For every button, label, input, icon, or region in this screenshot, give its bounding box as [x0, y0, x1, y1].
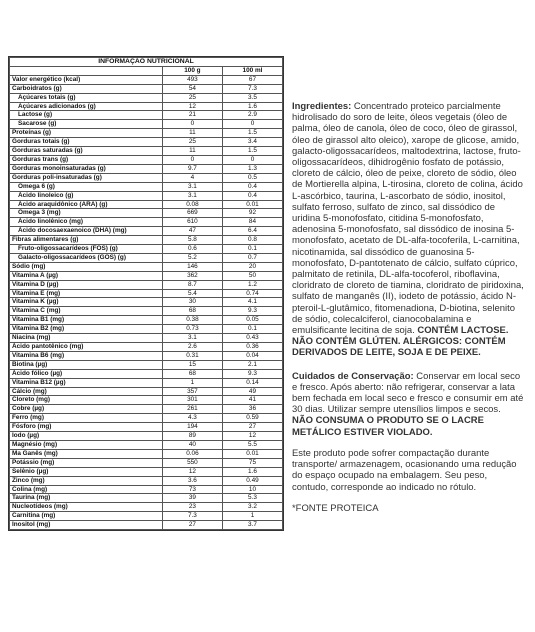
value-per-100g: 30: [162, 298, 222, 307]
value-per-100g: 357: [162, 387, 222, 396]
table-row: [10, 129, 283, 138]
value-per-100g: 0.06: [162, 449, 222, 458]
table-row: [10, 494, 283, 503]
value-per-100ml: 75: [222, 458, 282, 467]
nutrient-name: Cálcio (mg): [10, 387, 163, 396]
value-per-100g: 1: [162, 378, 222, 387]
ingredients-text: Concentrado proteico parcialmente hidrolisado do soro de leite, óleos vegetais (óleo de palma, óleo de canola, óleo de coco, óleo de girassol, óleo de girassol alto oleico), xarope de glicose, amido, galacto-oligossacarídeos, maltodextrina, lactose, fruto-oligossacarídeos, dihidrogênio fosfato de potássio, cloreto de cálcio, óleo de peixe, cloreto de sódio, óleo de Mortierella alpina, L-tirosina, cloreto de colina, ácido L-ascórbico, taurina, L-ascorbato de sódio, inositol, sulfato ferroso, sulfato de zinco, sal dissódico de uridina 5-monofosfato, citidina 5-monofosfato, adenosina 5-monofosfato, sal dissódico de inosina 5-monofosfato, acetato de DL-alfa-tocoferila, L-carnitina, nicotinamida, sal dissódico de guanosina 5-monofosfato, D-pantotenato de cálcio, sulfato cúprico, palmitato de retinila, DL-alfa-tocoferol, riboflavina, cloridrato de cloreto de tiamina, cloridrato de piridoxina, sulfato de manganês (II), iodeto de potássio, ácido N-pteroil-L-glutâmico, fitomenadiona, D-biotina, selenito de sódio, colecalciferol, cianocobalamina e emulsificante lecitina de soja.: [292, 101, 524, 337]
value-per-100g: 68: [162, 307, 222, 316]
value-per-100ml: 0.14: [222, 378, 282, 387]
value-per-100g: 54: [162, 84, 222, 93]
nutrition-table: [9, 57, 283, 530]
nutrient-name: Gorduras monoinsaturadas (g): [10, 164, 163, 173]
table-row: [10, 476, 283, 485]
nutrient-name: Selênio (µg): [10, 467, 163, 476]
ingredients-label: Ingredientes:: [292, 101, 352, 112]
nutrient-name: Açúcares adicionados (g): [10, 102, 163, 111]
value-per-100ml: 0.74: [222, 289, 282, 298]
table-row: [10, 111, 283, 120]
value-per-100ml: 3.4: [222, 138, 282, 147]
nutrient-name: Vitamina E (mg): [10, 289, 163, 298]
value-per-100g: 89: [162, 432, 222, 441]
value-per-100ml: 50: [222, 271, 282, 280]
allergen-warning: CONTÉM LACTOSE. NÃO CONTÉM GLÚTEN. ALÉRGICOS: CONTÉM DERIVADOS DE LEITE, SOJA E DE PEIXE.: [292, 325, 509, 359]
value-per-100g: 5.4: [162, 289, 222, 298]
table-row: [10, 512, 283, 521]
value-per-100ml: 41: [222, 396, 282, 405]
nutrition-facts-panel: [8, 56, 284, 531]
value-per-100ml: 3.2: [222, 503, 282, 512]
table-row: [10, 209, 283, 218]
value-per-100ml: 7.3: [222, 84, 282, 93]
table-row: [10, 173, 283, 182]
value-per-100g: 7.3: [162, 512, 222, 521]
value-per-100ml: 0.8: [222, 236, 282, 245]
value-per-100ml: 36: [222, 405, 282, 414]
value-per-100ml: 1.6: [222, 102, 282, 111]
table-row: [10, 102, 283, 111]
value-per-100ml: 67: [222, 75, 282, 84]
header-per-100g: 100 g: [162, 66, 222, 75]
value-per-100ml: 5.5: [222, 440, 282, 449]
value-per-100ml: 0.1: [222, 325, 282, 334]
value-per-100g: 4.3: [162, 414, 222, 423]
nutrient-name: Proteínas (g): [10, 129, 163, 138]
value-per-100ml: 0.49: [222, 476, 282, 485]
value-per-100ml: 6.4: [222, 227, 282, 236]
ingredients-paragraph: [292, 101, 524, 359]
value-per-100g: 68: [162, 369, 222, 378]
table-row: [10, 253, 283, 262]
nutrient-name: Vitamina D (µg): [10, 280, 163, 289]
value-per-100ml: 3.7: [222, 521, 282, 530]
table-row: [10, 387, 283, 396]
value-per-100g: 12: [162, 467, 222, 476]
value-per-100g: 4: [162, 173, 222, 182]
value-per-100ml: 0.7: [222, 253, 282, 262]
value-per-100g: 194: [162, 423, 222, 432]
value-per-100g: 669: [162, 209, 222, 218]
value-per-100g: 39: [162, 494, 222, 503]
nutrient-name: Biotina (µg): [10, 360, 163, 369]
table-row: [10, 467, 283, 476]
value-per-100ml: 2.9: [222, 111, 282, 120]
value-per-100g: 11: [162, 129, 222, 138]
table-row: [10, 280, 283, 289]
value-per-100ml: 12: [222, 432, 282, 441]
nutrient-name: Gorduras poli-insaturadas (g): [10, 173, 163, 182]
nutrition-table-body: [10, 75, 283, 529]
nutrient-name: Vitamina A (µg): [10, 271, 163, 280]
table-row: [10, 307, 283, 316]
header-empty-cell: [10, 66, 163, 75]
value-per-100ml: 0.43: [222, 334, 282, 343]
value-per-100g: 610: [162, 218, 222, 227]
nutrient-name: Colina (mg): [10, 485, 163, 494]
value-per-100ml: 0.1: [222, 245, 282, 254]
nutrient-name: Gorduras trans (g): [10, 155, 163, 164]
value-per-100g: 301: [162, 396, 222, 405]
value-per-100ml: 0.5: [222, 173, 282, 182]
nutrient-name: Carboidratos (g): [10, 84, 163, 93]
nutrient-name: Ácido linolênico (mg): [10, 218, 163, 227]
value-per-100ml: 1.6: [222, 467, 282, 476]
nutrient-name: Ácido fólico (µg): [10, 369, 163, 378]
value-per-100ml: 0.4: [222, 182, 282, 191]
nutrient-name: Taurina (mg): [10, 494, 163, 503]
nutrient-name: Lactose (g): [10, 111, 163, 120]
nutrient-name: Niacina (mg): [10, 334, 163, 343]
conservation-label: Cuidados de Conservação:: [292, 370, 414, 382]
value-per-100ml: 0.4: [222, 191, 282, 200]
value-per-100ml: 5.3: [222, 494, 282, 503]
value-per-100g: 15: [162, 360, 222, 369]
nutrient-name: Sacarose (g): [10, 120, 163, 129]
nutrient-name: Açúcares totais (g): [10, 93, 163, 102]
table-row: [10, 485, 283, 494]
value-per-100g: 362: [162, 271, 222, 280]
table-row: [10, 120, 283, 129]
value-per-100g: 25: [162, 138, 222, 147]
table-row: [10, 378, 283, 387]
value-per-100ml: 0.59: [222, 414, 282, 423]
table-row: [10, 155, 283, 164]
nutrient-name: Vitamina B1 (mg): [10, 316, 163, 325]
table-row: [10, 138, 283, 147]
value-per-100g: 21: [162, 111, 222, 120]
table-row: [10, 218, 283, 227]
value-per-100g: 0: [162, 155, 222, 164]
table-row: [10, 325, 283, 334]
value-per-100ml: 2.1: [222, 360, 282, 369]
value-per-100ml: 9.3: [222, 369, 282, 378]
value-per-100g: 0.6: [162, 245, 222, 254]
table-row: [10, 200, 283, 209]
value-per-100ml: 1.5: [222, 129, 282, 138]
value-per-100ml: 3.5: [222, 93, 282, 102]
nutrient-name: Zinco (mg): [10, 476, 163, 485]
table-row: [10, 458, 283, 467]
table-row: [10, 191, 283, 200]
table-row: [10, 147, 283, 156]
table-row: [10, 414, 283, 423]
table-row: [10, 423, 283, 432]
value-per-100g: 12: [162, 102, 222, 111]
label-text-column: [292, 101, 524, 524]
table-row: [10, 271, 283, 280]
value-per-100g: 3.1: [162, 182, 222, 191]
value-per-100ml: 0.04: [222, 351, 282, 360]
table-row: [10, 440, 283, 449]
value-per-100ml: 1.2: [222, 280, 282, 289]
value-per-100g: 23: [162, 503, 222, 512]
nutrient-name: Ferro (mg): [10, 414, 163, 423]
value-per-100ml: 10: [222, 485, 282, 494]
value-per-100ml: 0: [222, 120, 282, 129]
table-title-row: [10, 58, 283, 67]
value-per-100g: 493: [162, 75, 222, 84]
value-per-100g: 73: [162, 485, 222, 494]
value-per-100g: 261: [162, 405, 222, 414]
value-per-100ml: 92: [222, 209, 282, 218]
nutrient-name: Fibras alimentares (g): [10, 236, 163, 245]
value-per-100ml: 1: [222, 512, 282, 521]
nutrient-name: Ma Ganês (mg): [10, 449, 163, 458]
table-row: [10, 449, 283, 458]
nutrient-name: Carnitina (mg): [10, 512, 163, 521]
value-per-100g: 146: [162, 262, 222, 271]
nutrient-name: Gorduras saturadas (g): [10, 147, 163, 156]
value-per-100ml: 9.3: [222, 307, 282, 316]
nutrient-name: Nucleotídeos (mg): [10, 503, 163, 512]
nutrient-name: Ácido araquidônico (ARA) (g): [10, 200, 163, 209]
nutrient-name: Ácido linoleico (g): [10, 191, 163, 200]
nutrient-name: Sódio (mg): [10, 262, 163, 271]
table-header-row: [10, 66, 283, 75]
value-per-100g: 0.73: [162, 325, 222, 334]
table-row: [10, 396, 283, 405]
value-per-100ml: 20: [222, 262, 282, 271]
nutrient-name: Gorduras totais (g): [10, 138, 163, 147]
value-per-100ml: 0.01: [222, 449, 282, 458]
value-per-100ml: 1.3: [222, 164, 282, 173]
table-row: [10, 521, 283, 530]
nutrient-name: Vitamina C (mg): [10, 307, 163, 316]
table-row: [10, 334, 283, 343]
table-row: [10, 432, 283, 441]
table-row: [10, 262, 283, 271]
nutrient-name: Galacto-oligossacarídeos (GOS) (g): [10, 253, 163, 262]
value-per-100g: 25: [162, 93, 222, 102]
nutrient-name: Fósforo (mg): [10, 423, 163, 432]
table-title: INFORMAÇÃO NUTRICIONAL: [10, 58, 283, 67]
table-row: [10, 351, 283, 360]
value-per-100g: 5.2: [162, 253, 222, 262]
nutrient-name: Cloreto (mg): [10, 396, 163, 405]
table-row: [10, 343, 283, 352]
value-per-100g: 47: [162, 227, 222, 236]
table-row: [10, 236, 283, 245]
table-row: [10, 503, 283, 512]
value-per-100ml: 27: [222, 423, 282, 432]
value-per-100ml: 4.1: [222, 298, 282, 307]
table-row: [10, 227, 283, 236]
nutrient-name: Vitamina B6 (mg): [10, 351, 163, 360]
nutrient-name: Ômega 3 (mg): [10, 209, 163, 218]
nutrient-name: Ômega 6 (g): [10, 182, 163, 191]
value-per-100ml: 0: [222, 155, 282, 164]
nutrient-name: Vitamina B2 (mg): [10, 325, 163, 334]
nutrient-name: Ácido docosaexaenoico (DHA) (mg): [10, 227, 163, 236]
table-row: [10, 75, 283, 84]
table-row: [10, 360, 283, 369]
header-per-100ml: 100 ml: [222, 66, 282, 75]
nutrient-name: Valor energético (kcal): [10, 75, 163, 84]
value-per-100ml: 0.36: [222, 343, 282, 352]
nutrient-name: Inositol (mg): [10, 521, 163, 530]
table-row: [10, 289, 283, 298]
value-per-100ml: 0.01: [222, 200, 282, 209]
seal-warning: NÃO CONSUMA O PRODUTO SE O LACRE METÁLICO ESTIVER VIOLADO.: [292, 415, 484, 438]
nutrient-name: Ácido pantotênico (mg): [10, 343, 163, 352]
table-row: [10, 405, 283, 414]
value-per-100g: 3.1: [162, 334, 222, 343]
value-per-100g: 3.1: [162, 191, 222, 200]
value-per-100g: 3.6: [162, 476, 222, 485]
table-row: [10, 164, 283, 173]
value-per-100g: 550: [162, 458, 222, 467]
value-per-100ml: 1.5: [222, 147, 282, 156]
value-per-100g: 11: [162, 147, 222, 156]
value-per-100g: 5.8: [162, 236, 222, 245]
nutrient-name: Fruto-oligossacarídeos (FOS) (g): [10, 245, 163, 254]
table-row: [10, 182, 283, 191]
value-per-100g: 2.6: [162, 343, 222, 352]
value-per-100g: 8.7: [162, 280, 222, 289]
value-per-100g: 40: [162, 440, 222, 449]
table-row: [10, 93, 283, 102]
value-per-100g: 27: [162, 521, 222, 530]
value-per-100ml: 0.05: [222, 316, 282, 325]
conservation-paragraph: [292, 371, 524, 438]
value-per-100ml: 84: [222, 218, 282, 227]
nutrient-name: Cobre (µg): [10, 405, 163, 414]
nutrient-name: Potássio (mg): [10, 458, 163, 467]
value-per-100ml: 49: [222, 387, 282, 396]
table-row: [10, 245, 283, 254]
compaction-note: Este produto pode sofrer compactação durante transporte/ armazenagem, ocasionando uma redução do espaço ocupado na embalagem. Seu peso, contudo, corresponde ao indicado no rótulo.: [292, 447, 517, 493]
nutrient-name: Magnésio (mg): [10, 440, 163, 449]
table-row: [10, 84, 283, 93]
nutrient-name: Vitamina K (µg): [10, 298, 163, 307]
value-per-100g: 0: [162, 120, 222, 129]
table-row: [10, 298, 283, 307]
value-per-100g: 0.08: [162, 200, 222, 209]
table-row: [10, 369, 283, 378]
value-per-100g: 0.31: [162, 351, 222, 360]
table-row: [10, 316, 283, 325]
nutrient-name: Vitamina B12 (µg): [10, 378, 163, 387]
value-per-100g: 9.7: [162, 164, 222, 173]
nutrient-name: Iodo (µg): [10, 432, 163, 441]
protein-source-footnote: *FONTE PROTEICA: [292, 502, 379, 514]
conservation-text: Conservar em local seco e fresco. Após aberto: não refrigerar, conservar a lata bem fechada em local seco e fresco e consumir em até 30 dias. Utilizar sempre utensílios limpos e secos.: [292, 370, 524, 416]
value-per-100g: 0.38: [162, 316, 222, 325]
